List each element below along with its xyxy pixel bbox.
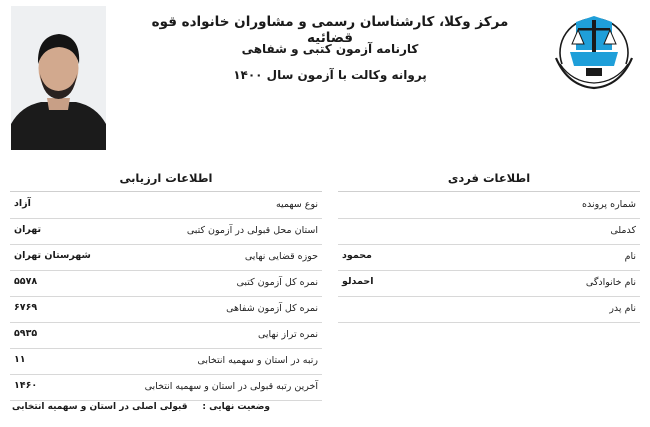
- row-value: ۶۷۶۹: [14, 302, 38, 313]
- row-label: نمره کل آزمون شفاهی: [226, 303, 318, 314]
- row-label: استان محل قبولی در آزمون کتبی: [186, 225, 318, 236]
- final-status-value: قبولی اصلی در استان و سهمیه انتخابی: [12, 402, 188, 412]
- row-label: نوع سهمیه: [275, 199, 318, 210]
- personal-row-father-name: [338, 296, 640, 323]
- row-value: شهرستان تهران: [14, 250, 91, 261]
- row-label: نمره تراز نهایی: [258, 329, 318, 340]
- final-status-label: وضعیت نهایی :: [202, 402, 270, 412]
- applicant-photo: [11, 6, 106, 150]
- evaluation-row-rank: [10, 348, 322, 375]
- row-label: نام پدر: [609, 303, 636, 314]
- evaluation-row-jurisdiction: [10, 244, 322, 271]
- row-value: ۱۱: [14, 354, 26, 365]
- row-value: ۵۹۳۵: [14, 328, 38, 339]
- personal-row-national-id: [338, 218, 640, 245]
- personal-row-first-name: [338, 244, 640, 271]
- license-title: پروانه وکالت با آزمون سال ۱۴۰۰: [233, 68, 427, 82]
- row-label: نمره کل آزمون کتبی: [236, 277, 318, 288]
- row-value: ۱۴۶۰: [14, 380, 38, 391]
- row-value: ۵۵۷۸: [14, 276, 38, 287]
- row-label: آخرین رتبه قبولی در استان و سهمیه انتخابی: [144, 381, 318, 392]
- row-label: حوزه قضایی نهایی: [244, 251, 318, 262]
- row-value: آزاد: [14, 198, 31, 209]
- personal-section-title: اطلاعات فردی: [447, 171, 531, 185]
- row-label: نام: [624, 251, 636, 262]
- evaluation-row-written-score: [10, 270, 322, 297]
- row-value: محمود: [342, 250, 372, 261]
- row-value: احمدلو: [342, 276, 374, 287]
- evaluation-row-quota-type: [10, 192, 322, 219]
- row-label: نام خانوادگی: [585, 277, 636, 288]
- scales-emblem-icon: [548, 6, 640, 94]
- row-value: تهران: [14, 224, 42, 235]
- row-label: کدملی: [610, 225, 636, 236]
- judiciary-logo: [548, 6, 640, 94]
- row-label: شماره پرونده: [581, 199, 636, 210]
- personal-row-last-name: [338, 270, 640, 297]
- portrait-icon: [11, 6, 106, 150]
- personal-row-file-number: [338, 192, 640, 219]
- evaluation-row-province: [10, 218, 322, 245]
- report-title: کارنامه آزمون کتبی و شفاهی: [241, 42, 419, 56]
- evaluation-row-oral-score: [10, 296, 322, 323]
- evaluation-row-final-score: [10, 322, 322, 349]
- final-status: [10, 400, 322, 418]
- row-label: رتبه در استان و سهمیه انتخابی: [197, 355, 318, 366]
- evaluation-row-last-rank: [10, 374, 322, 401]
- organization-title: مرکز وکلا، کارشناسان رسمی و مشاوران خانواده قوه قضائیه: [151, 14, 509, 46]
- evaluation-section-title: اطلاعات ارزیابی: [119, 171, 213, 185]
